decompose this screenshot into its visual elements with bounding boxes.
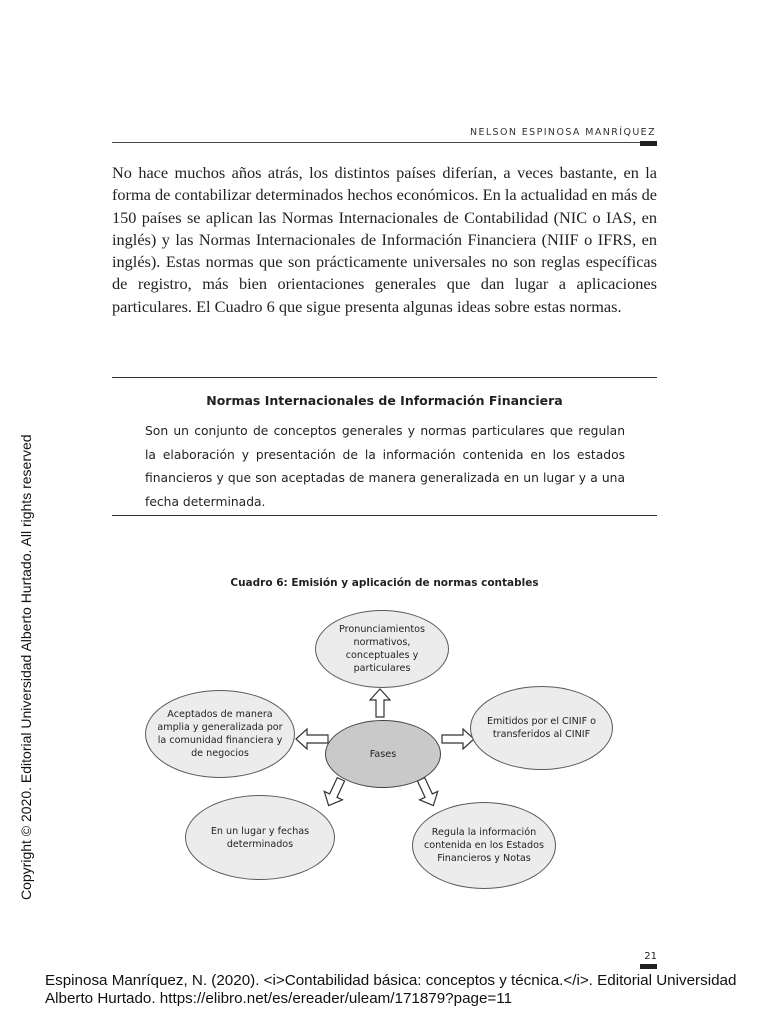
arrow-down-left-icon — [320, 776, 350, 808]
arrow-left-icon — [295, 728, 329, 750]
box-definition-text: Son un conjunto de conceptos generales y normas particulares que regulan la elaboración y presentación de la información contenida en los estados financieros y que son aceptadas de manera generalizada en un lugar y a una fecha determinada. — [145, 424, 625, 509]
page-number-mark — [640, 964, 657, 969]
box-bottom-rule — [112, 515, 657, 516]
node-left-accepted: Aceptados de manera amplia y generalizada por la comunidad financiera y de negocios — [145, 690, 295, 778]
node-top-pronouncements: Pronunciamientos normativos, conceptuales y particulares — [315, 610, 449, 688]
node-right-cinif: Emitidos por el CINIF o transferidos al CINIF — [470, 686, 613, 770]
arrow-up-icon — [369, 688, 391, 718]
body-paragraph: No hace muchos años atrás, los distintos países diferían, a veces bastante, en la forma de contabilizar determinados hechos económicos. En la actualidad en más de 150 países se aplican las Normas Internacionales de Contabilidad (NIC o IAS, en inglés) y las Normas Internacionales de Información Financiera (NIIF o IFRS, en inglés). Estas normas que son prácticamente universales no son reglas específicas de registro, más bien orientaciones generales que dan lugar a aplicaciones particulares. El Cuadro 6 que sigue presenta algunas ideas sobre estas normas. — [112, 163, 657, 316]
phases-diagram — [140, 600, 620, 890]
diagram-title: Cuadro 6: Emisión y aplicación de normas contables — [230, 577, 539, 589]
header-rule — [112, 142, 657, 143]
citation-text: Espinosa Manríquez, N. (2020). <i>Contabilidad básica: conceptos y técnica.</i>. Editorial Universidad Alberto Hurtado. https://elibro.net/es/ereader/uleam/171879?page=11 — [45, 972, 737, 1007]
node-bottom-right-regulates: Regula la información contenida en los Estados Financieros y Notas — [412, 802, 556, 889]
header-mark — [640, 141, 657, 146]
box-title: Normas Internacionales de Información Financiera — [206, 393, 563, 408]
box-top-rule — [112, 377, 657, 378]
node-center-phases: Fases — [325, 720, 441, 788]
page-number: 21 — [644, 951, 657, 962]
node-bottom-left-place-date: En un lugar y fechas determinados — [185, 795, 335, 880]
running-head: NELSON ESPINOSA MANRÍQUEZ — [469, 127, 656, 138]
copyright-notice: Copyright © 2020. Editorial Universidad Alberto Hurtado. All rights reserved — [18, 434, 34, 900]
